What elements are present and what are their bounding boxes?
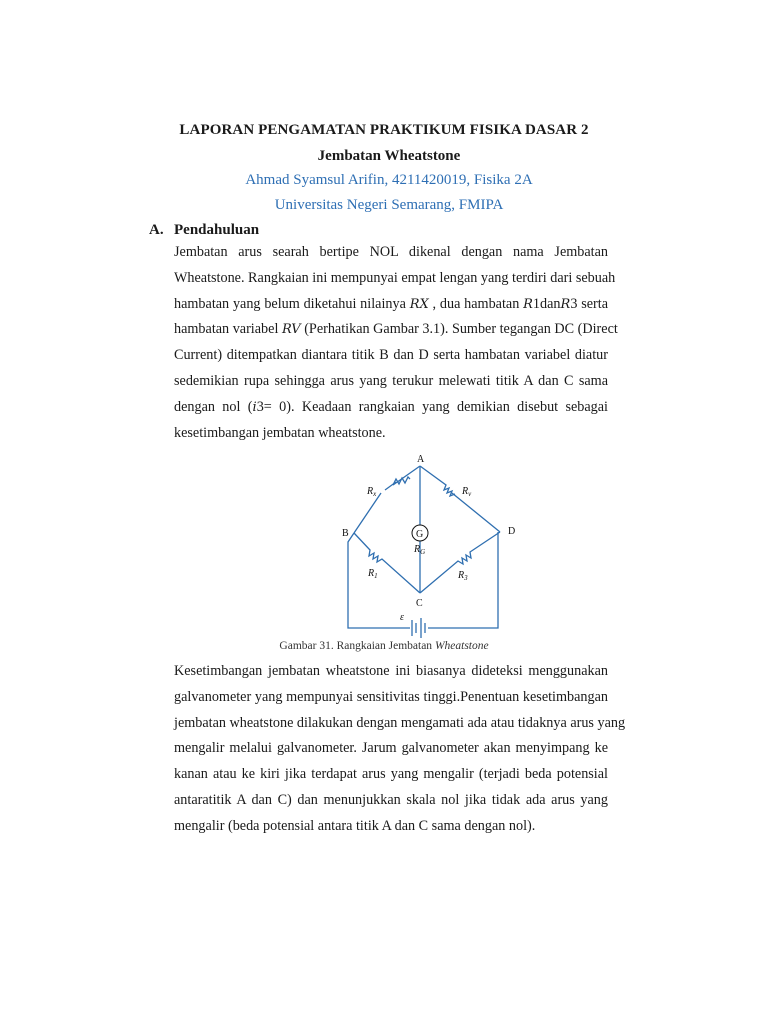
rv-subscript: v xyxy=(468,490,472,498)
paragraph-line: Jembatan arus searah bertipe NOL dikenal dengan nama Jembatan xyxy=(174,244,608,260)
wire-d-c xyxy=(420,532,500,593)
r3-symbol: R xyxy=(458,570,465,581)
paragraph-intro xyxy=(174,240,618,446)
text-run: dengan nol ( xyxy=(174,398,253,415)
node-b-label: B xyxy=(342,528,349,539)
math-r: R xyxy=(523,296,533,312)
node-a-label: A xyxy=(417,454,425,465)
text-run: (Perhatikan Gambar 3.1). Sumber tegangan DC (Direct xyxy=(300,321,618,338)
paragraph-line: mengalir melalui galvanometer. Jarum galvanometer akan menyimpang ke xyxy=(174,740,608,757)
rg-label xyxy=(413,544,425,556)
text-run: hambatan yang belum diketahui nilainya xyxy=(174,295,410,312)
emf-label: ε xyxy=(400,612,404,623)
rx-subscript: x xyxy=(373,490,377,498)
wire-a-b-lower xyxy=(385,482,396,490)
paragraph-line xyxy=(174,292,608,318)
paragraph-line: Wheatstone. Rangkaian ini mempunyai empat lengan yang terdiri dari sebuah xyxy=(174,269,616,286)
report-title: LAPORAN PENGAMATAN PRAKTIKUM FISIKA DASAR 2 xyxy=(179,122,589,138)
institution-line: Universitas Negeri Semarang, FMIPA xyxy=(274,197,504,213)
math-i: i xyxy=(252,399,257,415)
paragraph-line: sedemikian rupa sehingga arus yang terukur melewati titik A dan C sama xyxy=(174,372,608,389)
rx-symbol: R xyxy=(367,486,374,497)
text-run: 3 serta xyxy=(570,295,608,312)
wire-a-b xyxy=(354,466,420,533)
caption-text: Gambar 31. Rangkaian Jembatan xyxy=(279,640,435,652)
report-subtitle: Jembatan Wheatstone xyxy=(317,148,461,164)
rg-subscript: G xyxy=(420,548,426,556)
node-d-label: D xyxy=(508,526,516,537)
rx-label xyxy=(366,486,377,498)
galvanometer-label: G xyxy=(416,529,424,540)
paragraph-galvanometer xyxy=(174,659,626,840)
caption-italic: Wheatstone xyxy=(434,640,489,652)
section-title: Pendahuluan xyxy=(174,222,260,238)
text-run: hambatan variabel xyxy=(174,321,282,338)
author-line: Ahmad Syamsul Arifin, 4211420019, Fisika 2A xyxy=(245,172,533,188)
paragraph-line: Current) ditempatkan diantara titik B dan D serta hambatan variabel diatur xyxy=(174,347,608,364)
math-rv: RV xyxy=(281,322,301,338)
wire-a-d xyxy=(420,466,500,532)
math-r: R xyxy=(560,296,571,312)
paragraph-line: kesetimbangan jembatan wheatstone. xyxy=(174,424,386,441)
text-run: 1dan xyxy=(532,295,561,312)
paragraph-line xyxy=(174,395,608,421)
r1-symbol: R xyxy=(368,568,375,579)
paragraph-line: mengalir (beda potensial antara titik A dan C sama dengan nol). xyxy=(174,817,536,834)
section-heading xyxy=(149,222,259,239)
figure-caption xyxy=(0,640,768,652)
paragraph-line: galvanometer yang mempunyai sensitivitas tinggi.Penentuan kesetimbangan xyxy=(174,688,608,705)
battery-plates xyxy=(412,618,425,638)
math-rx: RX xyxy=(409,296,429,312)
paragraph-line: Kesetimbangan jembatan wheatstone ini biasanya dideteksi menggunakan xyxy=(174,663,608,679)
text-run: , dua hambatan xyxy=(428,295,524,312)
wire-b-c xyxy=(354,533,420,593)
circuit-diagram xyxy=(330,452,540,652)
r1-subscript: 1 xyxy=(374,572,378,580)
r3-subscript: 3 xyxy=(464,574,468,582)
node-c-label: C xyxy=(416,598,423,609)
rv-symbol: R xyxy=(462,486,469,497)
rv-label xyxy=(461,486,472,498)
wheatstone-bridge-figure xyxy=(330,452,540,652)
section-number: A. xyxy=(149,222,164,238)
text-run: 3= 0). Keadaan rangkaian yang demikian disebut sebagai xyxy=(256,398,608,415)
r3-label xyxy=(457,570,468,582)
paragraph-line: antaratitik A dan C) dan menunjukkan skala nol jika tidak ada arus yang xyxy=(174,791,608,808)
r1-label xyxy=(367,568,378,580)
rg-symbol: R xyxy=(414,544,421,555)
paragraph-line: jembatan wheatstone dilakukan dengan mengamati ada atau tidaknya arus yang xyxy=(174,714,626,731)
paragraph-line: kanan atau ke kiri jika terdapat arus yang mengalir (terjadi beda potensial xyxy=(174,766,608,783)
paragraph-line xyxy=(174,317,618,343)
